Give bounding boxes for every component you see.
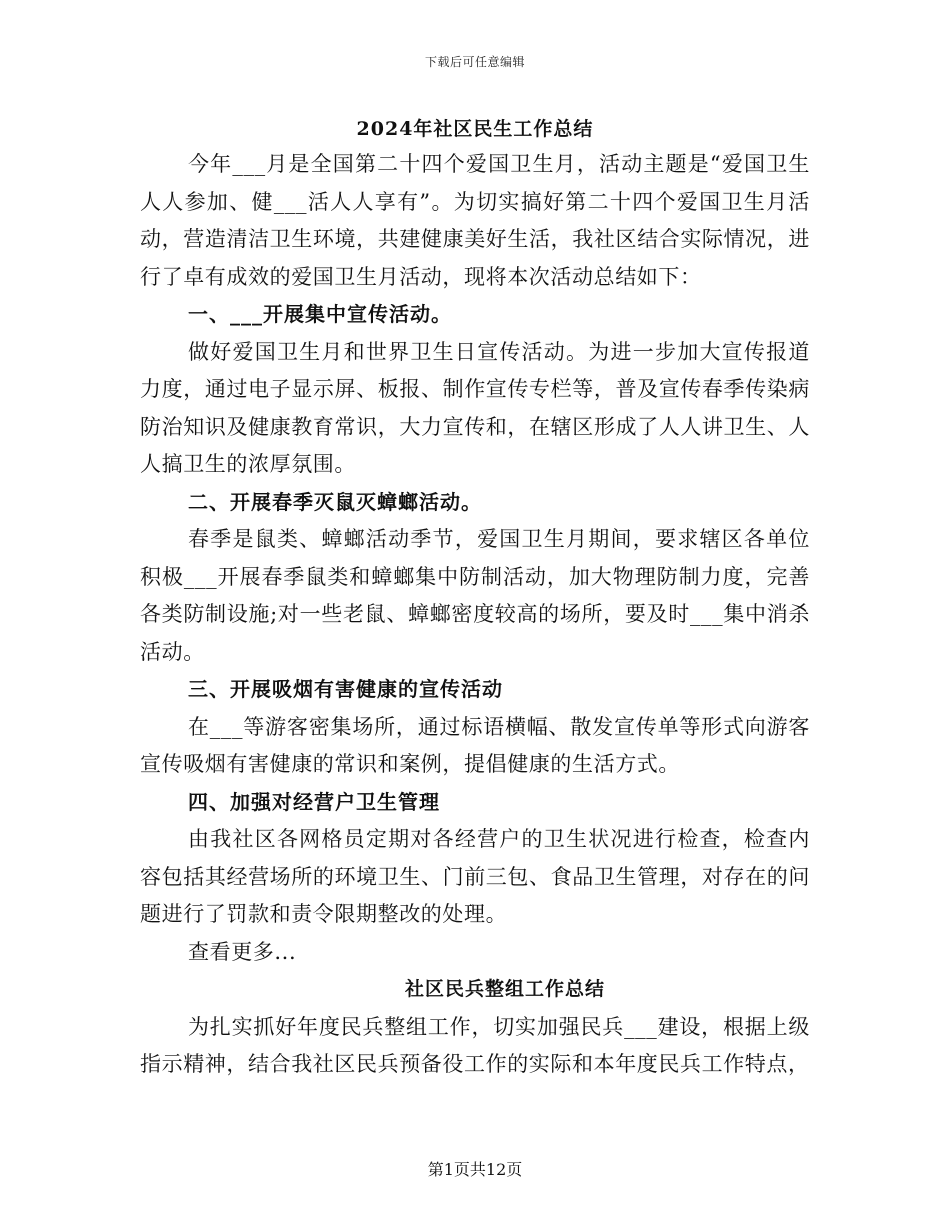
- second-document-title: 社区民兵整组工作总结: [404, 978, 605, 1000]
- page-footer: 第1页共12页: [427, 1160, 523, 1179]
- header-note: 下载后可任意编辑: [424, 55, 525, 69]
- document-body: [140, 146, 810, 1084]
- section-heading-3: 三、开展吸烟有害健康的宣传活动: [188, 677, 503, 701]
- second-intro-paragraph: 为扎实抓好年度民兵整组工作，切实加强民兵___建设，根据上级指示精神，结合我社区民兵预备役工作的实际和本年度民兵工作特点，: [140, 1014, 810, 1076]
- document-title: 2024年社区民生工作总结: [356, 118, 594, 140]
- section-body-1: 做好爱国卫生月和世界卫生日宣传活动。为进一步加大宣传报道力度，通过电子显示屏、板报、制作宣传专栏等，普及宣传春季传染病防治知识及健康教育常识，大力宣传和，在辖区形成了人人讲卫生、人人搞卫生的浓厚氛围。: [140, 339, 810, 476]
- intro-paragraph: 今年___月是全国第二十四个爱国卫生月，活动主题是“爱国卫生人人参加、健___活人人享有”。为切实搞好第二十四个爱国卫生月活动，营造清洁卫生环境，共建健康美好生活，我社区结合实际情况，进行了卓有成效的爱国卫生月活动，现将本次活动总结如下：: [140, 152, 810, 289]
- section-heading-1: 一、___开展集中宣传活动。: [188, 302, 452, 326]
- section-heading-2: 二、开展春季灭鼠灭蟑螂活动。: [188, 489, 482, 514]
- section-body-4: 由我社区各网格员定期对各经营户的卫生状况进行检查，检查内容包括其经营场所的环境卫生、门前三包、食品卫生管理，对存在的问题进行了罚款和责令限期整改的处理。: [140, 827, 810, 926]
- see-more-link[interactable]: 查看更多...: [188, 939, 297, 964]
- section-body-2: 春季是鼠类、蟑螂活动季节，爱国卫生月期间，要求辖区各单位积极___开展春季鼠类和蟑螂集中防制活动，加大物理防制力度，完善各类防制设施;对一些老鼠、蟑螂密度较高的场所，要及时___集中消杀活动。: [140, 527, 810, 664]
- section-heading-4: 四、加强对经营户卫生管理: [188, 789, 440, 814]
- section-body-3: 在___等游客密集场所，通过标语横幅、散发宣传单等形式向游客宣传吸烟有害健康的常识和案例，提倡健康的生活方式。: [140, 714, 810, 776]
